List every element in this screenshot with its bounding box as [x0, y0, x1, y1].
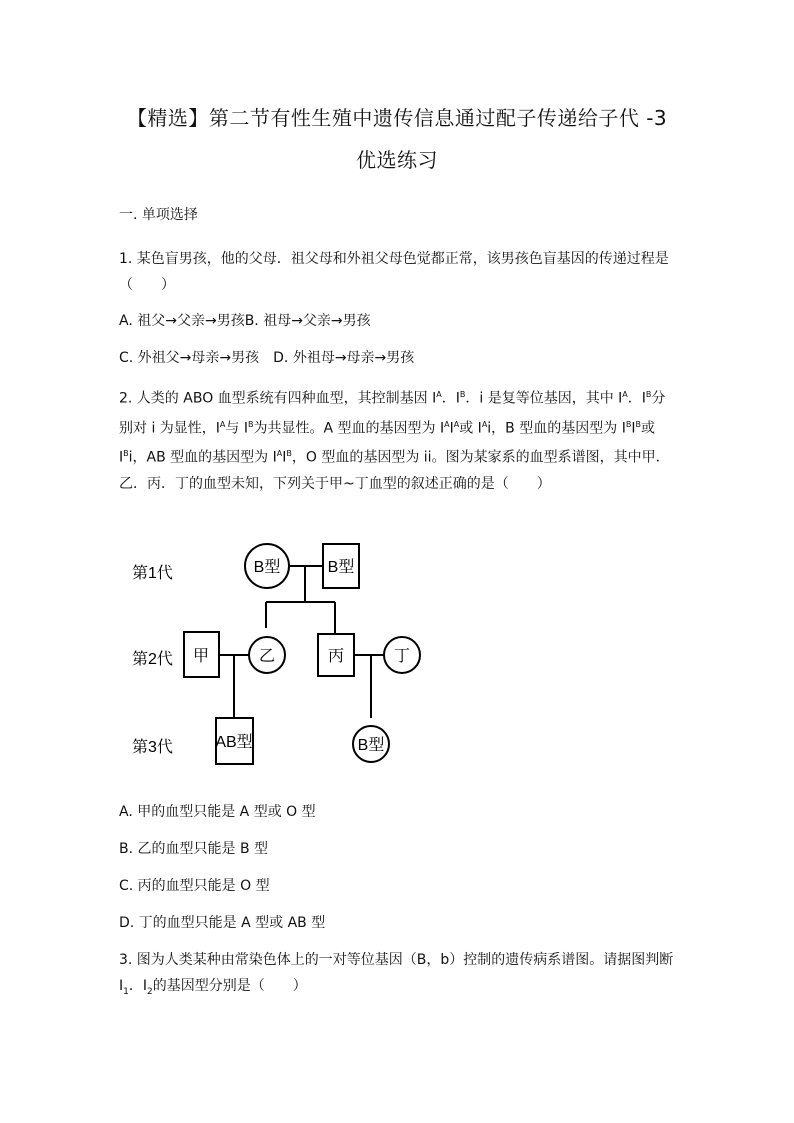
page-title-line1: 【精选】第二节有性生殖中遗传信息通过配子传递给子代 -3: [126, 106, 668, 130]
jia-label: 甲: [192, 648, 210, 665]
gen3-female-label: B型: [357, 737, 385, 754]
section-heading: 一. 单项选择: [119, 207, 198, 223]
question-1-options-ab: A. 祖父→父亲→男孩B. 祖母→父亲→男孩: [119, 313, 371, 329]
question-3-stem: 3. 图为人类某种由常染色体上的一对等位基因（B，b）控制的遗传病系谱图。请据图判断 $I_1$．$I_2$的基因型分别是（ ）: [119, 952, 674, 997]
gen1-male-label: B型: [327, 559, 355, 576]
yi-label: 乙: [258, 648, 276, 665]
generation-3-label: 第3代: [132, 739, 173, 756]
question-2-option-a: A. 甲的血型只能是 A 型或 O 型: [119, 804, 316, 820]
question-2-option-b: B. 乙的血型只能是 B 型: [119, 841, 269, 857]
ding-label: 丁: [393, 648, 411, 665]
pedigree-diagram: [110, 530, 450, 780]
question-1-options-cd: C. 外祖父→母亲→男孩 D. 外祖母→母亲→男孩: [119, 350, 415, 366]
question-2-option-d: D. 丁的血型只能是 A 型或 AB 型: [119, 915, 326, 931]
question-2-option-c: C. 丙的血型只能是 O 型: [119, 878, 270, 894]
page-title-line2: 优选练习: [356, 148, 438, 172]
bing-label: 丙: [327, 648, 345, 665]
question-1-stem: 1. 某色盲男孩，他的父母．祖父母和外祖父母色觉都正常，该男孩色盲基因的传递过程是（ ）: [119, 251, 669, 293]
generation-2-label: 第2代: [132, 651, 173, 668]
gen1-female-label: B型: [253, 559, 281, 576]
gen3-male-label: AB型: [215, 734, 253, 751]
question-2-stem: 2. 人类的 ABO 血型系统有四种血型，其控制基因 $I^A$．$I^B$．i 是复等位基因，其中 $I^A$．$I^B$分别对 i 为显性，$I^A$与 $I^B$为共显性。A 型血的基因型为 $I^AI^A$或 $I^Ai$，B 型血的基因型为 $I^BI^B$或 $I^Bi$，AB 型血的基因型为 $I^AI^B$，O 型血的基因型为 ii。图为某家系的血型系谱图，其中甲．乙．丙．丁的血型未知，下列关于甲~丁血型的叙述正确的是（ ）: [119, 390, 670, 492]
generation-1-label: 第1代: [132, 565, 173, 582]
